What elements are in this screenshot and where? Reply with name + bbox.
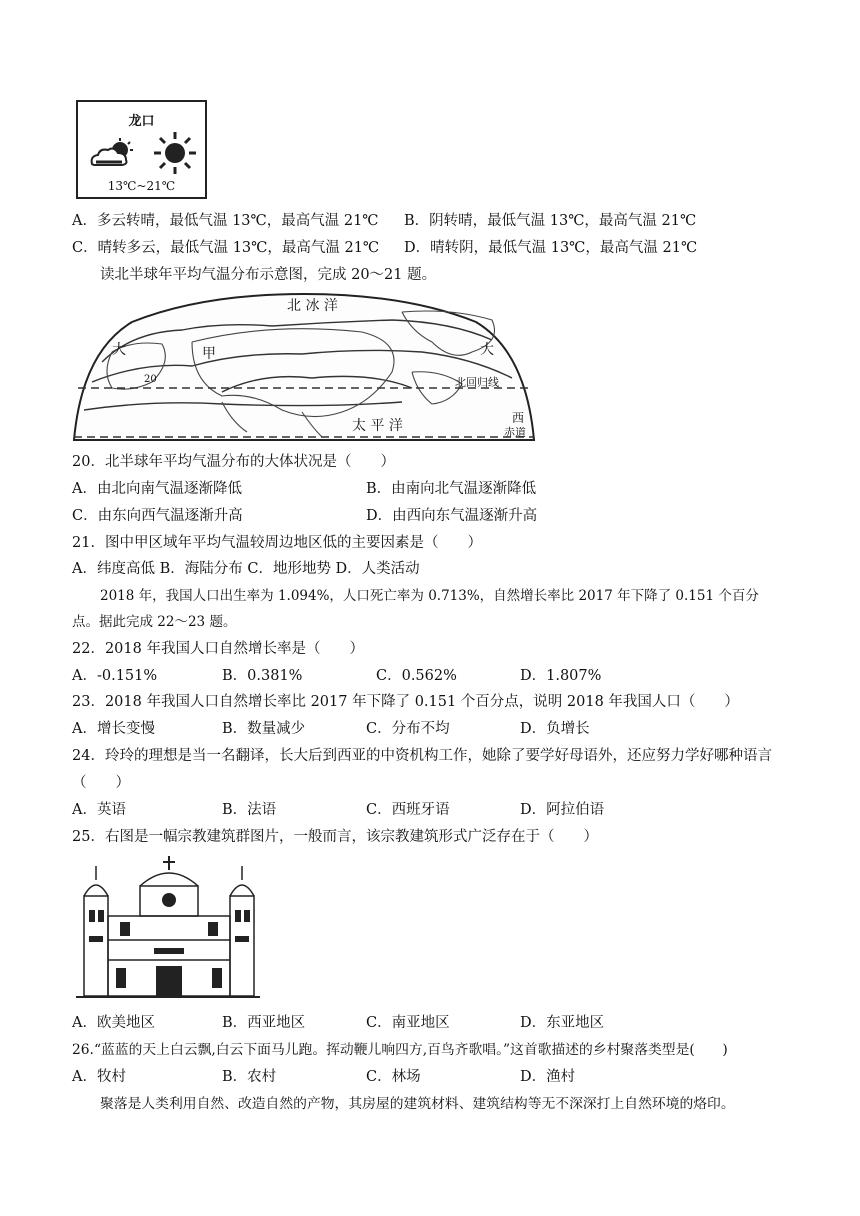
map-label-arctic: 北 冰 洋 <box>287 298 338 314</box>
q20-option-d: D．由西向东气温逐渐升高 <box>366 508 538 524</box>
q23-stem: 23．2018 年我国人口自然增长率比 2017 年下降了 0.151 个百分点，说明 2018 年我国人口（ ） <box>72 694 739 710</box>
weather-temp: 13℃~21℃ <box>107 179 176 193</box>
q21-options: A．纬度高低 B．海陆分布 C．地形地势 D．人类活动 <box>72 561 420 577</box>
map-label-20: 20 <box>144 374 157 385</box>
sun-icon <box>152 130 198 176</box>
map-label-da-right: 大 <box>480 342 494 358</box>
q24-stem: 24．玲玲的理想是当一名翻译，长大后到西亚的中资机构工作，她除了要学好母语外，还应努力学好哪种语言 <box>72 748 772 764</box>
map-label-da-left: 大 <box>112 342 126 358</box>
q19-option-d: D．晴转阴，最低气温 13℃，最高气温 21℃ <box>404 240 698 256</box>
q23-option-d: D．负增长 <box>520 721 590 737</box>
temperature-map <box>72 292 536 442</box>
q22-option-a: A．-0.151% <box>72 668 158 684</box>
weather-card <box>76 100 207 199</box>
map-label-jia: 甲 <box>202 346 216 362</box>
q23-option-a: A．增长变慢 <box>72 721 155 737</box>
q20-option-c: C．由东向西气温逐渐升高 <box>72 508 243 524</box>
q24-option-c: C．西班牙语 <box>366 802 450 818</box>
q24-option-a: A．英语 <box>72 802 126 818</box>
intro-22-23-line1: 2018 年，我国人口出生率为 1.094%，人口死亡率为 0.713%，自然增长率比 2017 年下降了 0.151 个百分 <box>100 588 759 604</box>
q19-option-b: B．阴转晴，最低气温 13℃，最高气温 21℃ <box>404 213 697 229</box>
q22-option-b: B．0.381% <box>222 668 303 684</box>
q23-option-b: B．数量减少 <box>222 721 306 737</box>
q25-option-b: B．西亚地区 <box>222 1015 306 1031</box>
q20-stem: 20．北半球年平均气温分布的大体状况是（ ） <box>72 454 395 470</box>
q22-option-c: C．0.562% <box>376 668 457 684</box>
q21-stem: 21．图中甲区域年平均气温较周边地区低的主要因素是（ ） <box>72 535 482 551</box>
intro-20-21: 读北半球年平均气温分布示意图，完成 20～21 题。 <box>100 267 437 283</box>
q23-option-c: C．分布不均 <box>366 721 450 737</box>
q26-option-a: A．牧村 <box>72 1069 126 1085</box>
q25-option-a: A．欧美地区 <box>72 1015 155 1031</box>
map-label-tropic: 北回归线 <box>455 376 499 389</box>
q26-option-d: D．渔村 <box>520 1069 576 1085</box>
map-label-pacific: 太 平 洋 <box>352 418 403 434</box>
q26-option-b: B．农村 <box>222 1069 277 1085</box>
q19-option-a: A．多云转晴，最低气温 13℃，最高气温 21℃ <box>72 213 379 229</box>
map-label-xi: 西 <box>512 411 525 425</box>
weather-city: 龙口 <box>128 114 155 129</box>
intro-22-23-line2: 点。据此完成 22～23 题。 <box>72 614 237 630</box>
q24-option-b: B．法语 <box>222 802 277 818</box>
q19-option-c: C．晴转多云，最低气温 13℃，最高气温 21℃ <box>72 240 380 256</box>
q24-stem2: （ ） <box>72 775 130 791</box>
q20-option-a: A．由北向南气温逐渐降低 <box>72 481 242 497</box>
q20-option-b: B．由南向北气温逐渐降低 <box>366 481 537 497</box>
q26-stem: 26.“蓝蓝的天上白云飘,白云下面马儿跑。挥动鞭儿响四方,百鸟齐歌唱。”这首歌描述的乡村聚落类型是( ) <box>72 1042 728 1058</box>
map-label-equator: 赤道 <box>504 426 526 439</box>
cloud-sun-icon <box>88 138 136 168</box>
q26-option-c: C．林场 <box>366 1069 421 1085</box>
closing-paragraph: 聚落是人类利用自然、改造自然的产物，其房屋的建筑材料、建筑结构等无不深深打上自然环境的烙印。 <box>100 1096 735 1112</box>
church-illustration <box>76 856 262 1000</box>
q24-option-d: D．阿拉伯语 <box>520 802 605 818</box>
q25-option-c: C．南亚地区 <box>366 1015 450 1031</box>
q25-option-d: D．东亚地区 <box>520 1015 605 1031</box>
q25-stem: 25．右图是一幅宗教建筑群图片，一般而言，该宗教建筑形式广泛存在于（ ） <box>72 829 598 845</box>
q22-stem: 22．2018 年我国人口自然增长率是（ ） <box>72 641 364 657</box>
q22-option-d: D．1.807% <box>520 668 602 684</box>
